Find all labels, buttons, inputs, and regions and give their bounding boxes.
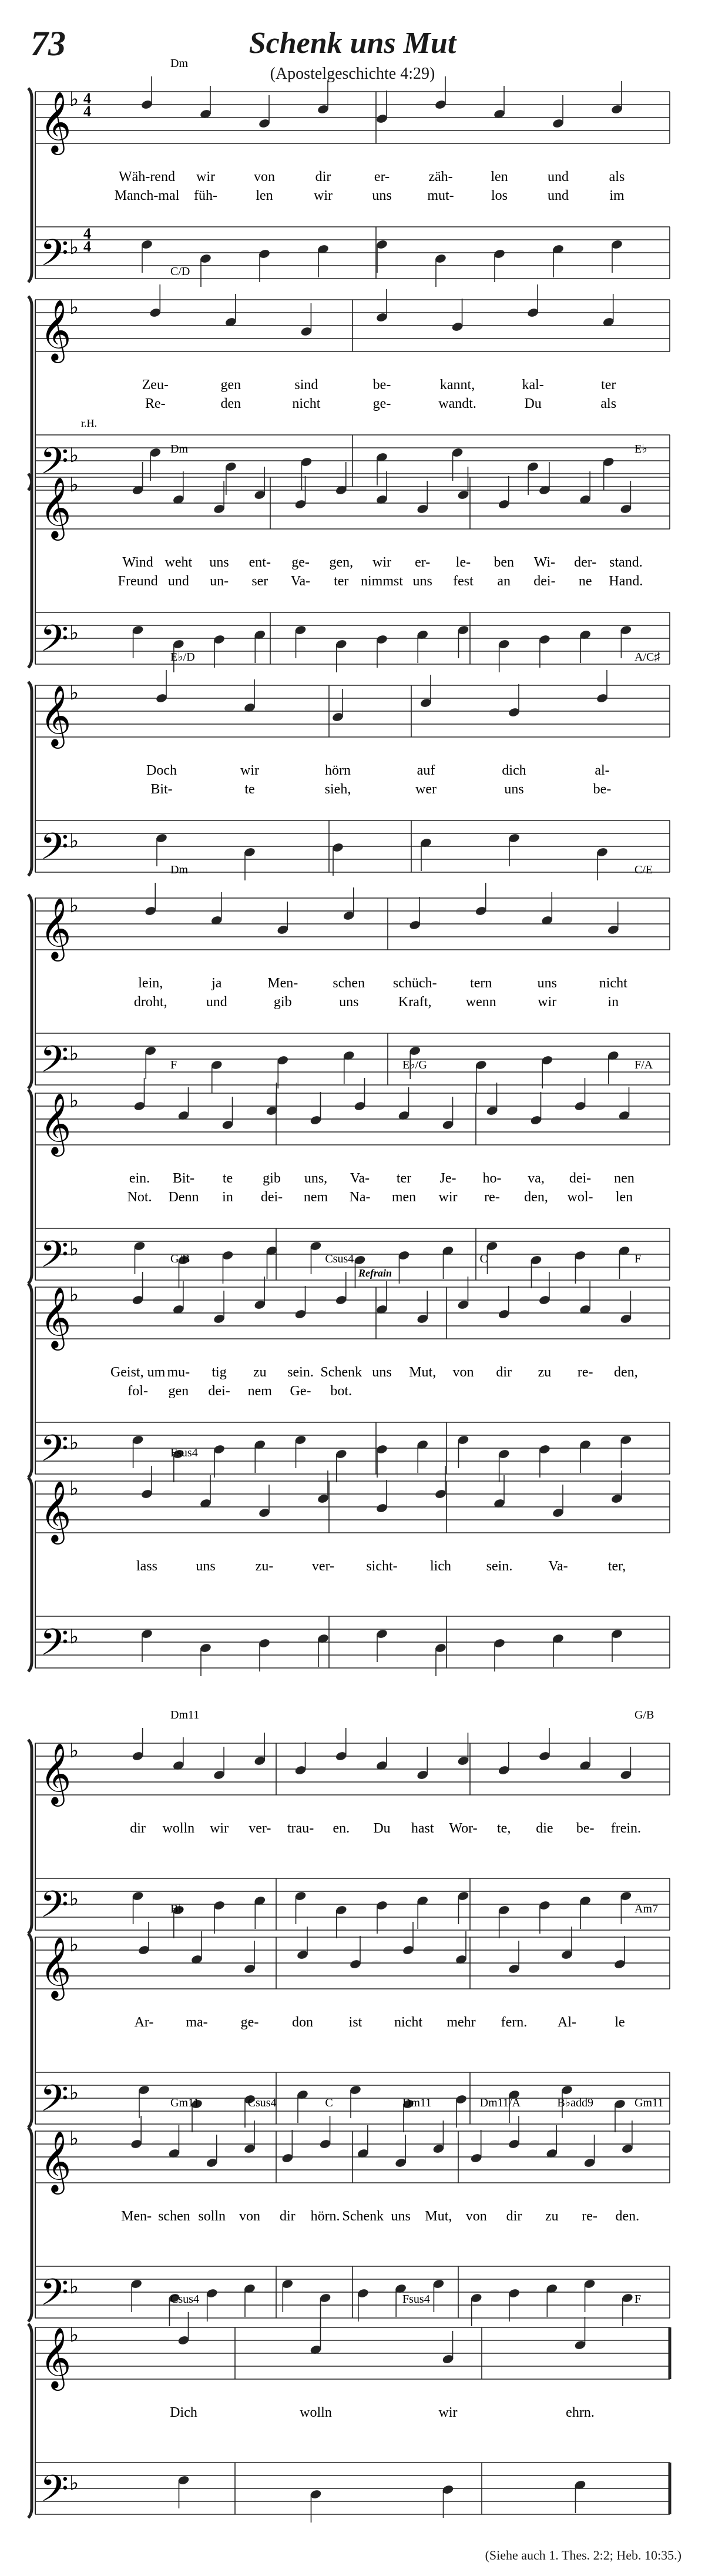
lyric-syllable: Va-	[350, 1171, 370, 1186]
chord-symbol: Dm11/A	[479, 2096, 521, 2109]
chord-symbol: G/B	[634, 1709, 654, 1721]
system-11	[28, 2096, 670, 2326]
lyric-syllable: hast	[411, 1821, 434, 1836]
treble-clef: 𝄞	[40, 687, 72, 745]
lyric-syllable: ein.	[129, 1171, 150, 1186]
system-bracket	[28, 1090, 32, 1284]
chord-symbol: Csus4	[325, 1252, 354, 1265]
key-flat: ♭	[69, 297, 79, 319]
lyric-syllable: ter	[601, 377, 616, 393]
lyric-syllable: te,	[497, 1821, 511, 1836]
scripture-reference: (Apostelgeschichte 4:29)	[270, 65, 435, 83]
lyric-syllable: ge-	[291, 555, 310, 570]
bass-clef: 𝄢	[40, 619, 69, 668]
lyric-syllable: wol-	[567, 1190, 593, 1205]
lyric-syllable: wer	[415, 782, 437, 797]
lyric-syllable: schüch-	[392, 976, 437, 991]
system-1	[28, 57, 670, 287]
lyric-syllable: als	[600, 396, 617, 411]
lyric-syllable: wir	[372, 555, 391, 570]
treble-clef: 𝄞	[40, 2133, 72, 2191]
lyric-syllable: ter	[396, 1171, 412, 1186]
lyric-syllable: mut-	[427, 188, 454, 203]
lyric-syllable: Not.	[127, 1190, 152, 1205]
lyric-syllable: bot.	[330, 1384, 352, 1399]
lyric-syllable: le-	[455, 555, 471, 570]
lyric-syllable: nicht	[292, 396, 321, 411]
lyric-syllable: Freund	[118, 574, 158, 589]
key-flat: ♭	[69, 1740, 79, 1762]
lyric-syllable: zu	[253, 1365, 267, 1380]
lyric-syllable: Wi-	[533, 555, 556, 570]
chord-symbol: B♭add9	[557, 2096, 593, 2109]
lyric-syllable: nen	[614, 1171, 634, 1186]
lyric-syllable: te	[222, 1171, 233, 1186]
lyric-syllable: te	[244, 782, 255, 797]
lyric-syllable: Bit-	[172, 1171, 195, 1186]
lyric-syllable: uns	[372, 188, 392, 203]
lyric-syllable: und	[167, 574, 189, 589]
chord-symbol: E♭/G	[402, 1058, 427, 1071]
lyric-syllable: ho-	[482, 1171, 502, 1186]
system-4	[28, 651, 670, 880]
lyric-syllable: schen	[158, 2209, 190, 2224]
lyric-syllable: ja	[212, 976, 222, 991]
lyric-syllable: wir	[240, 763, 259, 778]
lyric-syllable: uns	[412, 574, 432, 589]
lyric-syllable: dir	[496, 1365, 512, 1380]
lyric-syllable: kal-	[522, 377, 544, 393]
chord-symbol: Dm11	[170, 1709, 200, 1721]
lyric-syllable: und	[548, 188, 569, 203]
treble-clef: 𝄞	[40, 1095, 72, 1153]
lyric-syllable: Kraft,	[398, 994, 432, 1010]
chord-symbol: Csus4	[170, 2293, 199, 2306]
lyric-syllable: en.	[333, 1821, 350, 1836]
chord-symbol: Dm	[170, 443, 188, 455]
lyric-syllable: Va-	[290, 574, 311, 589]
lyric-syllable: Zeu-	[142, 377, 169, 393]
chord-symbol: Gm11	[634, 2096, 664, 2109]
lyric-syllable: ver-	[311, 1559, 335, 1574]
lyric-syllable: be-	[576, 1821, 595, 1836]
lyric-syllable: den	[220, 396, 241, 411]
chord-symbol: Am7	[634, 1902, 658, 1915]
treble-clef: 𝄞	[40, 1939, 72, 1997]
lyric-syllable: len	[615, 1190, 633, 1205]
lyric-syllable: ter,	[607, 1559, 626, 1574]
treble-clef: 𝄞	[40, 1483, 72, 1541]
time-signature: 4	[83, 103, 91, 120]
lyric-syllable: von	[465, 2209, 487, 2224]
lyric-syllable: zäh-	[428, 169, 453, 185]
lyric-syllable: Al-	[558, 2015, 576, 2030]
chord-symbol: A/C♯	[634, 651, 660, 664]
lyric-syllable: als	[609, 169, 625, 185]
lyric-syllable: wir	[210, 1821, 229, 1836]
key-flat: ♭	[69, 1043, 79, 1065]
lyric-syllable: Ar-	[134, 2015, 154, 2030]
key-flat: ♭	[69, 1934, 79, 1956]
lyric-syllable: nicht	[599, 976, 627, 991]
lyric-syllable: wir	[196, 169, 215, 185]
treble-clef: 𝄞	[40, 302, 72, 360]
lyric-syllable: ne	[578, 574, 592, 589]
treble-clef: 𝄞	[40, 1745, 72, 1803]
key-flat: ♭	[69, 682, 79, 704]
lyric-syllable: zu	[545, 2209, 559, 2224]
right-hand-mark: r.H.	[81, 417, 97, 429]
lyric-syllable: ter	[334, 574, 349, 589]
key-flat: ♭	[69, 1626, 79, 1648]
lyric-syllable: den.	[615, 2209, 640, 2224]
lyric-syllable: Geist, um	[110, 1365, 166, 1380]
system-bracket	[28, 2128, 32, 2322]
lyric-syllable: mehr	[446, 2015, 476, 2030]
lyric-syllable: fest	[453, 574, 474, 589]
key-flat: ♭	[69, 622, 79, 644]
chord-symbol: C	[479, 1252, 488, 1265]
lyric-syllable: zu	[538, 1365, 552, 1380]
lyric-syllable: dir	[279, 2209, 296, 2224]
lyric-syllable: ben	[494, 555, 515, 570]
chord-symbol: G/B	[170, 1252, 190, 1265]
system-bracket	[28, 2324, 32, 2518]
lyric-syllable: wir	[438, 2405, 458, 2420]
lyric-syllable: dei-	[533, 574, 556, 589]
lyric-syllable: schen	[333, 976, 365, 991]
lyric-syllable: ser	[251, 574, 268, 589]
system-bracket	[28, 474, 32, 668]
lyric-syllable: le	[615, 2015, 625, 2030]
lyric-syllable: sein.	[287, 1365, 314, 1380]
lyric-syllable: im	[609, 188, 625, 203]
lyric-syllable: Wind	[122, 555, 153, 570]
lyric-syllable: nem	[303, 1190, 328, 1205]
lyric-syllable: Wor-	[449, 1821, 478, 1836]
lyric-syllable: re-	[484, 1190, 500, 1205]
lyric-syllable: men	[391, 1190, 417, 1205]
lyric-syllable: ver-	[249, 1821, 271, 1836]
lyric-syllable: Schenk	[342, 2209, 384, 2224]
time-signature: 4	[83, 225, 91, 242]
lyric-syllable: Doch	[146, 763, 177, 778]
lyric-syllable: uns	[391, 2209, 411, 2224]
lyric-syllable: von	[452, 1365, 474, 1380]
key-flat: ♭	[69, 1238, 79, 1260]
chord-symbol: Csus4	[247, 2096, 277, 2109]
lyric-syllable: in	[222, 1190, 233, 1205]
lyric-syllable: uns	[504, 782, 524, 797]
lyric-syllable: droht,	[133, 994, 167, 1010]
lyric-syllable: hörn.	[310, 2209, 340, 2224]
lyric-syllable: sein.	[486, 1559, 513, 1574]
lyric-syllable: kannt,	[439, 377, 475, 393]
system-2	[28, 265, 670, 495]
chord-symbol: Fsus4	[402, 2293, 430, 2306]
key-flat: ♭	[69, 237, 79, 259]
lyric-syllable: be-	[593, 782, 612, 797]
chord-symbol: C/E	[634, 863, 653, 876]
lyric-syllable: er-	[415, 555, 431, 570]
key-flat: ♭	[69, 830, 79, 852]
bass-clef: 𝄢	[40, 2469, 69, 2518]
system-bracket	[28, 1934, 32, 2128]
system-3	[28, 443, 670, 672]
lyric-syllable: dir	[130, 1821, 146, 1836]
lyric-syllable: ist	[348, 2015, 362, 2030]
lyric-syllable: sieh,	[324, 782, 351, 797]
lyric-syllable: dei-	[569, 1171, 592, 1186]
system-bracket	[28, 1740, 32, 1934]
lyric-syllable: uns	[537, 976, 557, 991]
song-number: 73	[31, 24, 66, 63]
lyric-syllable: wenn	[465, 994, 496, 1010]
lyric-syllable: Mut,	[409, 1365, 437, 1380]
key-flat: ♭	[69, 2128, 79, 2150]
key-flat: ♭	[69, 1478, 79, 1500]
treble-clef: 𝄞	[40, 479, 72, 537]
lyric-syllable: und	[206, 994, 227, 1010]
key-flat: ♭	[69, 1090, 79, 1112]
system-bracket	[28, 895, 32, 1088]
key-flat: ♭	[69, 1888, 79, 1910]
lyric-syllable: die	[536, 1821, 553, 1836]
bass-clef: 𝄢	[40, 1040, 69, 1089]
system-9	[28, 1709, 670, 1938]
lyric-syllable: von	[239, 2209, 260, 2224]
system-5	[28, 863, 670, 1093]
key-flat: ♭	[69, 2082, 79, 2104]
lyric-syllable: los	[491, 188, 508, 203]
system-12	[28, 2293, 670, 2523]
lyric-syllable: tern	[470, 976, 492, 991]
chord-symbol: F	[634, 2293, 642, 2306]
key-flat: ♭	[69, 2324, 79, 2346]
lyric-syllable: ge-	[372, 396, 391, 411]
chord-symbol: C/D	[170, 265, 190, 278]
chord-symbol: Dm11	[402, 2096, 432, 2109]
lyric-syllable: ge-	[240, 2015, 259, 2030]
lyric-syllable: fol-	[127, 1384, 148, 1399]
lyric-syllable: mu-	[167, 1365, 190, 1380]
lyric-syllable: Denn	[168, 1190, 199, 1205]
time-signature: 4	[83, 90, 91, 107]
lyric-syllable: Men-	[267, 976, 298, 991]
lyric-syllable: len	[256, 188, 273, 203]
lyric-syllable: lich	[430, 1559, 451, 1574]
chord-symbol: E♭/D	[170, 651, 195, 664]
lyric-syllable: dir	[315, 169, 331, 185]
lyric-syllable: Du	[524, 396, 542, 411]
lyric-syllable: uns	[209, 555, 229, 570]
lyric-syllable: den,	[524, 1190, 548, 1205]
lyric-syllable: fern.	[501, 2015, 528, 2030]
lyric-syllable: be-	[372, 377, 391, 393]
lyric-syllable: den,	[614, 1365, 638, 1380]
lyric-syllable: tig	[212, 1365, 227, 1380]
chord-symbol: F	[634, 1252, 642, 1265]
lyric-syllable: wir	[314, 188, 333, 203]
lyric-syllable: ehrn.	[566, 2405, 595, 2420]
system-bracket	[28, 1478, 32, 1671]
lyric-syllable: re-	[577, 1365, 593, 1380]
chord-symbol: Dm	[170, 863, 188, 876]
lyric-syllable: sicht-	[366, 1559, 398, 1574]
lyric-syllable: auf	[417, 763, 435, 778]
time-signature: 4	[83, 238, 91, 255]
chord-symbol: F	[170, 1058, 177, 1071]
lyric-syllable: Manch-mal	[114, 188, 180, 203]
lyric-syllable: Je-	[439, 1171, 456, 1186]
lyric-syllable: in	[607, 994, 619, 1010]
bass-clef: 𝄢	[40, 1235, 69, 1284]
bass-clef: 𝄢	[40, 1885, 69, 1934]
lyric-syllable: wandt.	[438, 396, 476, 411]
key-flat: ♭	[69, 445, 79, 467]
key-flat: ♭	[69, 895, 79, 917]
bass-clef: 𝄢	[40, 2273, 69, 2322]
lyric-syllable: stand.	[609, 555, 643, 570]
lyric-syllable: solln	[198, 2209, 226, 2224]
lyric-syllable: al-	[595, 763, 610, 778]
lyric-syllable: Na-	[349, 1190, 371, 1205]
lyric-syllable: wir	[538, 994, 557, 1010]
lyric-syllable: Ge-	[290, 1384, 311, 1399]
key-flat: ♭	[69, 1284, 79, 1306]
lyric-syllable: don	[292, 2015, 313, 2030]
lyric-syllable: dei-	[208, 1384, 230, 1399]
lyric-syllable: gib	[273, 994, 292, 1010]
lyric-syllable: und	[548, 169, 569, 185]
lyric-syllable: uns,	[304, 1171, 328, 1186]
lyric-syllable: Schenk	[320, 1365, 362, 1380]
lyric-syllable: wir	[438, 1190, 458, 1205]
lyric-syllable: Va-	[548, 1559, 568, 1574]
chord-symbol: Gm11	[170, 2096, 200, 2109]
lyric-syllable: er-	[374, 169, 390, 185]
lyric-syllable: Hand.	[609, 574, 643, 589]
key-flat: ♭	[69, 1432, 79, 1454]
lyric-syllable: dich	[502, 763, 526, 778]
refrain-label: Refrain	[358, 1267, 392, 1279]
lyric-syllable: nem	[247, 1384, 272, 1399]
system-bracket	[28, 682, 32, 876]
lyric-syllable: gen	[168, 1384, 189, 1399]
lyric-syllable: der-	[574, 555, 597, 570]
lyric-syllable: trau-	[287, 1821, 314, 1836]
system-7	[28, 1252, 670, 1482]
key-flat: ♭	[69, 2473, 79, 2494]
chord-symbol: Fsus4	[170, 1446, 198, 1459]
lyric-syllable: gen,	[329, 555, 354, 570]
bass-clef: 𝄢	[40, 1623, 69, 1672]
lyric-syllable: sind	[294, 377, 318, 393]
lyric-syllable: Wäh-rend	[119, 169, 175, 185]
lyric-syllable: gen	[220, 377, 241, 393]
lyric-syllable: dir	[506, 2209, 522, 2224]
system-bracket	[28, 88, 32, 282]
bass-clef: 𝄢	[40, 2079, 69, 2128]
lyric-syllable: dei-	[260, 1190, 283, 1205]
lyric-syllable: re-	[582, 2209, 597, 2224]
bass-clef: 𝄢	[40, 441, 69, 491]
lyric-syllable: ent-	[249, 555, 271, 570]
key-flat: ♭	[69, 89, 79, 110]
lyric-syllable: nicht	[394, 2015, 422, 2030]
lyric-syllable: Du	[373, 1821, 391, 1836]
treble-clef: 𝄞	[40, 93, 72, 152]
chord-symbol: B♭	[170, 1902, 184, 1915]
lyric-syllable: an	[497, 574, 511, 589]
chord-symbol: Dm	[170, 57, 188, 70]
system-bracket	[28, 296, 32, 490]
lyric-syllable: zu-	[255, 1559, 274, 1574]
treble-clef: 𝄞	[40, 2329, 72, 2387]
lyric-syllable: Re-	[145, 396, 166, 411]
lyric-syllable: va,	[528, 1171, 545, 1186]
lyric-syllable: uns	[372, 1365, 392, 1380]
footnote: (Siehe auch 1. Thes. 2:2; Heb. 10:35.)	[485, 2548, 682, 2562]
lyric-syllable: lass	[136, 1559, 157, 1574]
lyric-syllable: lein,	[138, 976, 163, 991]
lyric-syllable: von	[254, 169, 275, 185]
key-flat: ♭	[69, 2276, 79, 2298]
bass-clef: 𝄢	[40, 1429, 69, 1478]
song-title: Schenk uns Mut	[249, 26, 456, 60]
key-flat: ♭	[69, 474, 79, 496]
lyric-syllable: ma-	[186, 2015, 208, 2030]
lyric-syllable: Dich	[170, 2405, 197, 2420]
lyric-syllable: Men-	[121, 2209, 152, 2224]
lyric-syllable: frein.	[610, 1821, 642, 1836]
lyric-syllable: wolln	[162, 1821, 195, 1836]
chord-symbol: E♭	[634, 443, 647, 455]
lyric-syllable: uns	[339, 994, 359, 1010]
lyric-syllable: füh-	[194, 188, 217, 203]
treble-clef: 𝄞	[40, 900, 72, 958]
bass-clef: 𝄢	[40, 233, 69, 283]
system-bracket	[28, 1284, 32, 1478]
chord-symbol: F/A	[634, 1058, 653, 1071]
treble-clef: 𝄞	[40, 1289, 72, 1347]
system-8	[28, 1446, 670, 1676]
lyric-syllable: gib	[263, 1171, 281, 1186]
lyric-syllable: Bit-	[150, 782, 173, 797]
lyric-syllable: len	[491, 169, 508, 185]
lyric-syllable: Mut,	[425, 2209, 452, 2224]
chord-symbol: C	[325, 2096, 333, 2109]
lyric-syllable: uns	[196, 1559, 216, 1574]
lyric-syllable: un-	[210, 574, 229, 589]
lyric-syllable: weht	[164, 555, 193, 570]
bass-clef: 𝄢	[40, 827, 69, 876]
lyric-syllable: wolln	[300, 2405, 332, 2420]
lyric-syllable: nimmst	[360, 574, 404, 589]
lyric-syllable: hörn	[325, 763, 351, 778]
